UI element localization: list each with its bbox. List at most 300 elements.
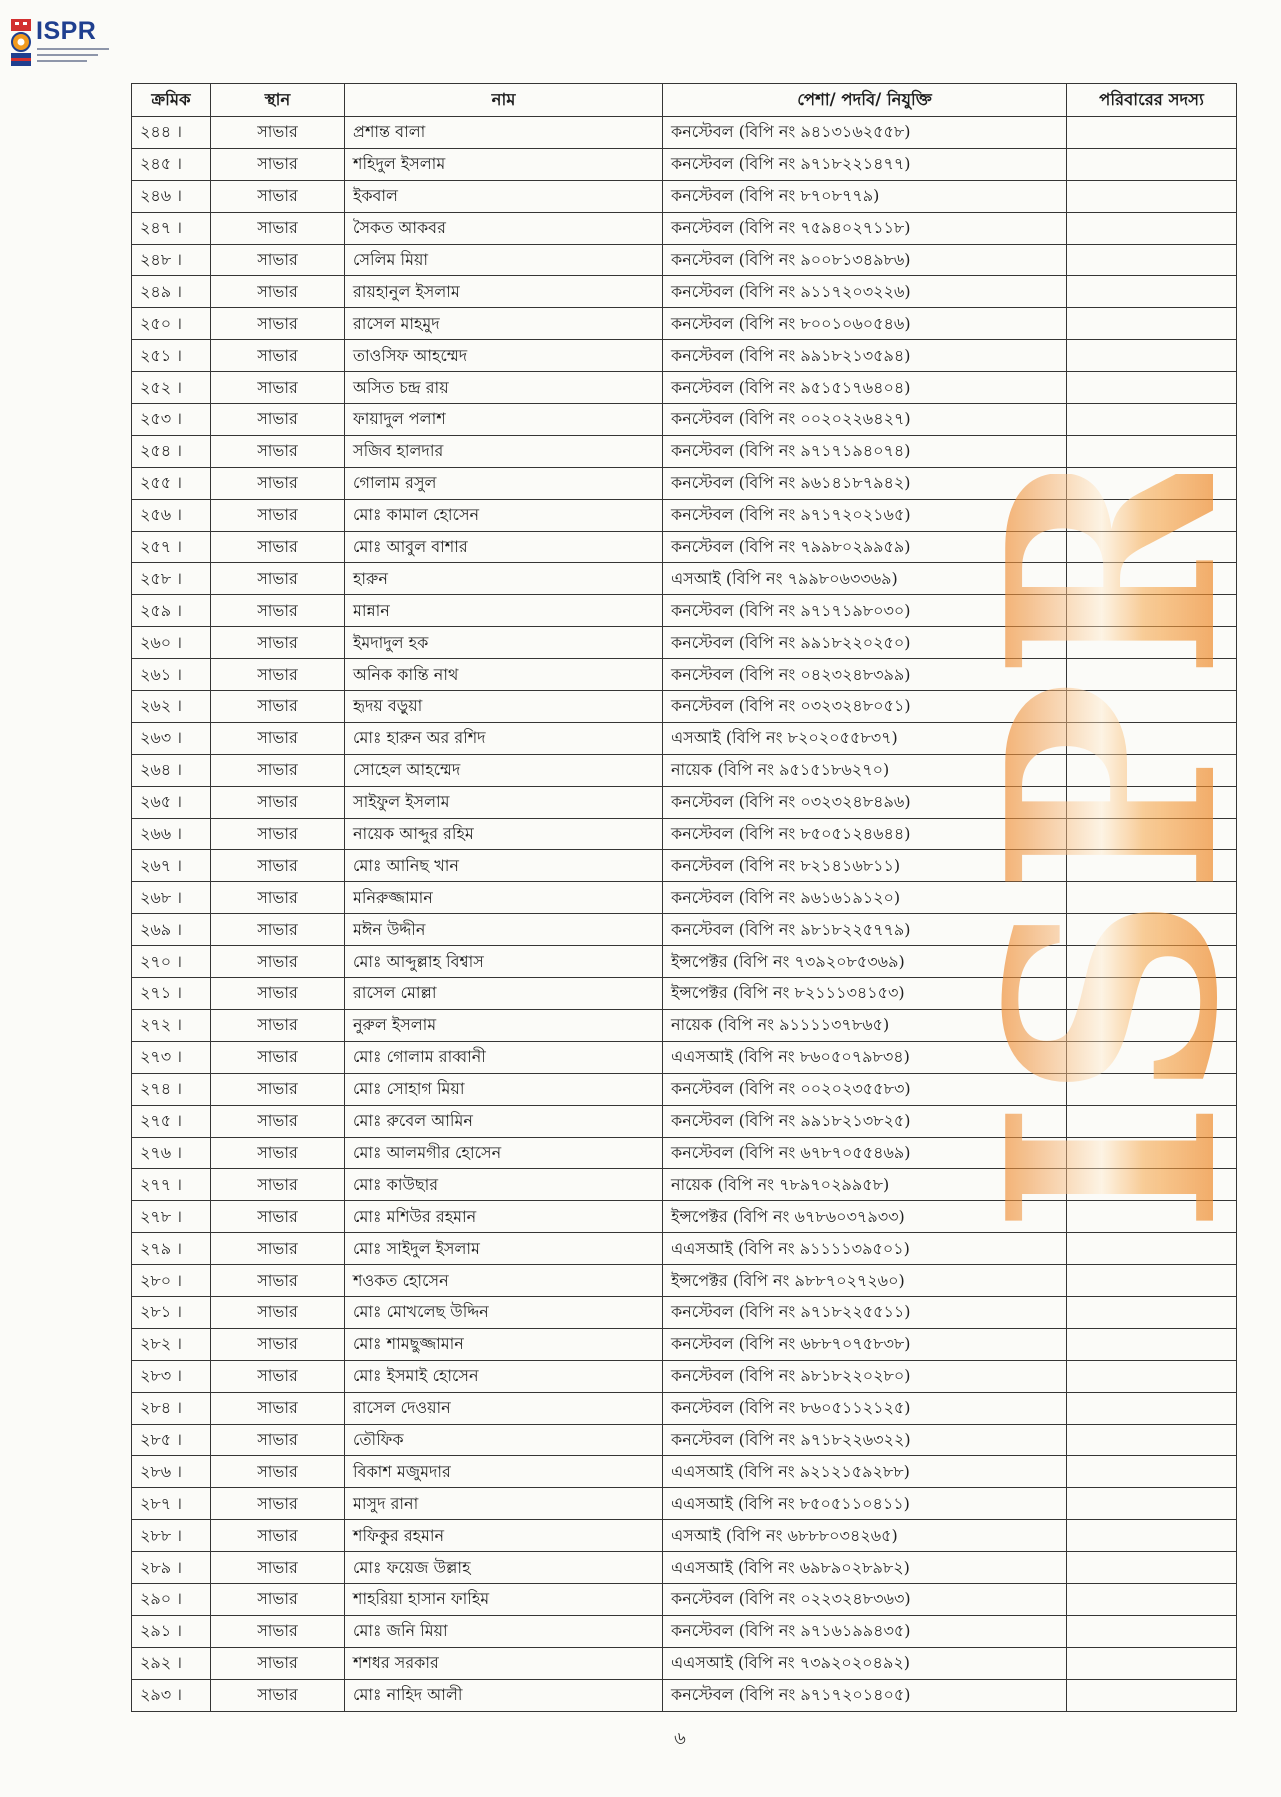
name-cell: অনিক কান্তি নাথ xyxy=(345,659,663,691)
family-members-cell xyxy=(1067,180,1237,212)
family-members-cell xyxy=(1067,212,1237,244)
serial-cell: ২৮৭ । xyxy=(132,1488,211,1520)
designation-cell: এসআই (বিপি নং ৮২০২০৫৫৮৩৭) xyxy=(663,722,1067,754)
place-cell: সাভার xyxy=(211,404,345,436)
personnel-table xyxy=(131,83,1281,1712)
designation-cell: ইন্সপেক্টর (বিপি নং ৮২১১১৩৪১৫৩) xyxy=(663,978,1067,1010)
place-cell: সাভার xyxy=(211,595,345,627)
place-cell: সাভার xyxy=(211,435,345,467)
serial-cell: ২৭৫ । xyxy=(132,1105,211,1137)
name-cell: সোহেল আহম্মেদ xyxy=(345,754,663,786)
table-row xyxy=(132,1201,1237,1233)
family-members-cell xyxy=(1067,1137,1237,1169)
family-members-cell xyxy=(1067,1392,1237,1424)
family-members-cell xyxy=(1067,1679,1237,1711)
designation-cell: কনস্টেবল (বিপি নং ৯৭১৭২০২১৬৫) xyxy=(663,499,1067,531)
designation-cell: নায়েক (বিপি নং ৯৫১৫১৮৬২৭০) xyxy=(663,754,1067,786)
place-cell: সাভার xyxy=(211,499,345,531)
name-cell: শওকত হোসেন xyxy=(345,1265,663,1297)
name-cell: মোঃ জনি মিয়া xyxy=(345,1615,663,1647)
place-cell: সাভার xyxy=(211,659,345,691)
place-cell: সাভার xyxy=(211,340,345,372)
designation-cell: এএসআই (বিপি নং ৯১১১১৩৯৫০১) xyxy=(663,1233,1067,1265)
name-cell: মোঃ শামছুজ্জামান xyxy=(345,1328,663,1360)
place-cell: সাভার xyxy=(211,627,345,659)
serial-cell: ২৮১ । xyxy=(132,1296,211,1328)
serial-cell: ২৮৬ । xyxy=(132,1456,211,1488)
serial-cell: ২৭৬ । xyxy=(132,1137,211,1169)
name-cell: শাহরিয়া হাসান ফাহিম xyxy=(345,1583,663,1615)
serial-cell: ২৫৭ । xyxy=(132,531,211,563)
place-cell: সাভার xyxy=(211,148,345,180)
place-cell: সাভার xyxy=(211,1233,345,1265)
name-cell: মান্নান xyxy=(345,595,663,627)
table-row xyxy=(132,531,1237,563)
table-row xyxy=(132,180,1237,212)
serial-cell: ২৭৪ । xyxy=(132,1073,211,1105)
name-cell: মঈন উদ্দীন xyxy=(345,914,663,946)
table-row xyxy=(132,1456,1237,1488)
serial-cell: ২৬৬ । xyxy=(132,818,211,850)
name-cell: তৌফিক xyxy=(345,1424,663,1456)
name-cell: গোলাম রসুল xyxy=(345,467,663,499)
table-row xyxy=(132,148,1237,180)
table-row xyxy=(132,1073,1237,1105)
table-row xyxy=(132,1552,1237,1584)
place-cell: সাভার xyxy=(211,1169,345,1201)
name-cell: মোঃ আবুল বাশার xyxy=(345,531,663,563)
family-members-cell xyxy=(1067,531,1237,563)
place-cell: সাভার xyxy=(211,180,345,212)
logo-subtitle-lines xyxy=(37,48,109,66)
place-cell: সাভার xyxy=(211,946,345,978)
designation-cell: এএসআই (বিপি নং ৬৯৮৯০২৮৯৮২) xyxy=(663,1552,1067,1584)
place-cell: সাভার xyxy=(211,244,345,276)
place-cell: সাভার xyxy=(211,1201,345,1233)
serial-cell: ২৭৭ । xyxy=(132,1169,211,1201)
serial-cell: ২৬৭ । xyxy=(132,850,211,882)
table-row xyxy=(132,1679,1237,1711)
table-row xyxy=(132,1009,1237,1041)
table-row xyxy=(132,659,1237,691)
place-cell: সাভার xyxy=(211,1424,345,1456)
serial-cell: ২৬২ । xyxy=(132,691,211,723)
designation-cell: কনস্টেবল (বিপি নং ৯৭১৮২২৬৩২২) xyxy=(663,1424,1067,1456)
family-members-cell xyxy=(1067,722,1237,754)
ispr-watermark: ISPR xyxy=(946,443,1281,1234)
designation-cell: কনস্টেবল (বিপি নং ৯৭১৬১৯৯৪৩৫) xyxy=(663,1615,1067,1647)
place-cell: সাভার xyxy=(211,1360,345,1392)
designation-cell: কনস্টেবল (বিপি নং ৯৪১৩১৬২৫৫৮) xyxy=(663,117,1067,149)
serial-cell: ২৭০ । xyxy=(132,946,211,978)
serial-cell: ২৫১ । xyxy=(132,340,211,372)
serial-cell: ২৫০ । xyxy=(132,308,211,340)
name-cell: মাসুদ রানা xyxy=(345,1488,663,1520)
table-row xyxy=(132,244,1237,276)
table-row xyxy=(132,786,1237,818)
family-members-cell xyxy=(1067,1456,1237,1488)
table-row xyxy=(132,1169,1237,1201)
header-name: নাম xyxy=(345,84,663,117)
family-members-cell xyxy=(1067,818,1237,850)
name-cell: নুরুল ইসলাম xyxy=(345,1009,663,1041)
place-cell: সাভার xyxy=(211,467,345,499)
table-row xyxy=(132,212,1237,244)
place-cell: সাভার xyxy=(211,1647,345,1679)
serial-cell: ২৮৪ । xyxy=(132,1392,211,1424)
family-members-cell xyxy=(1067,308,1237,340)
table-row xyxy=(132,1137,1237,1169)
designation-cell: কনস্টেবল (বিপি নং ০৩২৩২৪৮৪৯৬) xyxy=(663,786,1067,818)
table-row xyxy=(132,1488,1237,1520)
name-cell: সৈকত আকবর xyxy=(345,212,663,244)
designation-cell: কনস্টেবল (বিপি নং ৯৭১৭২০১৪০৫) xyxy=(663,1679,1067,1711)
place-cell: সাভার xyxy=(211,914,345,946)
name-cell: মোঃ মোখলেছ উদ্দিন xyxy=(345,1296,663,1328)
table-row xyxy=(132,1265,1237,1297)
name-cell: প্রশান্ত বালা xyxy=(345,117,663,149)
name-cell: সাইফুল ইসলাম xyxy=(345,786,663,818)
designation-cell: এএসআই (বিপি নং ৭৩৯২০২০৪৯২) xyxy=(663,1647,1067,1679)
family-members-cell xyxy=(1067,1073,1237,1105)
name-cell: রাসেল দেওয়ান xyxy=(345,1392,663,1424)
name-cell: মোঃ আব্দুল্লাহ বিশ্বাস xyxy=(345,946,663,978)
family-members-cell xyxy=(1067,1615,1237,1647)
family-members-cell xyxy=(1067,1488,1237,1520)
name-cell: মোঃ হারুন অর রশিদ xyxy=(345,722,663,754)
serial-cell: ২৪৬ । xyxy=(132,180,211,212)
table-row xyxy=(132,1041,1237,1073)
table-body xyxy=(132,117,1281,1712)
table-row xyxy=(132,722,1237,754)
family-members-cell xyxy=(1067,1041,1237,1073)
name-cell: রায়হানুল ইসলাম xyxy=(345,276,663,308)
table-row xyxy=(132,946,1237,978)
serial-cell: ২৭৮ । xyxy=(132,1201,211,1233)
name-cell: শশধর সরকার xyxy=(345,1647,663,1679)
family-members-cell xyxy=(1067,595,1237,627)
family-members-cell xyxy=(1067,946,1237,978)
place-cell: সাভার xyxy=(211,1615,345,1647)
designation-cell: কনস্টেবল (বিপি নং ৮২১৪১৬৮১১) xyxy=(663,850,1067,882)
designation-cell: এএসআই (বিপি নং ৮৫০৫১১০৪১১) xyxy=(663,1488,1067,1520)
logo-text: ISPR xyxy=(36,17,97,45)
name-cell: ইমদাদুল হক xyxy=(345,627,663,659)
serial-cell: ২৫৪ । xyxy=(132,435,211,467)
name-cell: নায়েক আব্দুর রহিম xyxy=(345,818,663,850)
emblem-top-block xyxy=(11,19,31,31)
designation-cell: এসআই (বিপি নং ৭৯৯৮০৬৩৩৬৯) xyxy=(663,563,1067,595)
table-row xyxy=(132,117,1237,149)
table-row xyxy=(132,340,1237,372)
family-members-cell xyxy=(1067,1296,1237,1328)
name-cell: শফিকুর রহমান xyxy=(345,1520,663,1552)
name-cell: মোঃ ইসমাই হোসেন xyxy=(345,1360,663,1392)
place-cell: সাভার xyxy=(211,1520,345,1552)
designation-cell: কনস্টেবল (বিপি নং ৯৫১৫১৭৬৪০৪) xyxy=(663,372,1067,404)
header-place: স্থান xyxy=(211,84,345,117)
name-cell: হৃদয় বড়ুয়া xyxy=(345,691,663,723)
table-row xyxy=(132,914,1237,946)
serial-cell: ২৪৫ । xyxy=(132,148,211,180)
table-row xyxy=(132,850,1237,882)
designation-cell: কনস্টেবল (বিপি নং ৯৯১৮২১৩৮২৫) xyxy=(663,1105,1067,1137)
serial-cell: ২৯০ । xyxy=(132,1583,211,1615)
name-cell: মোঃ গোলাম রাব্বানী xyxy=(345,1041,663,1073)
place-cell: সাভার xyxy=(211,818,345,850)
serial-cell: ২৭৩ । xyxy=(132,1041,211,1073)
designation-cell: এএসআই (বিপি নং ৯২১২১৫৯২৮৮) xyxy=(663,1456,1067,1488)
designation-cell: কনস্টেবল (বিপি নং ৯৭১৮২২১৪৭৭) xyxy=(663,148,1067,180)
serial-cell: ২৯৩ । xyxy=(132,1679,211,1711)
designation-cell: কনস্টেবল (বিপি নং ৭৯৯৮০২৯৯৫৯) xyxy=(663,531,1067,563)
serial-cell: ২৪৪ । xyxy=(132,117,211,149)
serial-cell: ২৪৭ । xyxy=(132,212,211,244)
serial-cell: ২৫৫ । xyxy=(132,467,211,499)
serial-cell: ২৭৯ । xyxy=(132,1233,211,1265)
name-cell: সজিব হালদার xyxy=(345,435,663,467)
table-row xyxy=(132,404,1237,436)
name-cell: ফায়াদুল পলাশ xyxy=(345,404,663,436)
designation-cell: কনস্টেবল (বিপি নং ৯৭১৭১৯৮০৩০) xyxy=(663,595,1067,627)
table-row xyxy=(132,467,1237,499)
designation-cell: কনস্টেবল (বিপি নং ৯৯১৮২১৩৫৯৪) xyxy=(663,340,1067,372)
table-row xyxy=(132,882,1237,914)
table-row xyxy=(132,978,1237,1010)
name-cell: শহিদুল ইসলাম xyxy=(345,148,663,180)
serial-cell: ২৮০ । xyxy=(132,1265,211,1297)
table-row xyxy=(132,499,1237,531)
serial-cell: ২৮২ । xyxy=(132,1328,211,1360)
table-row xyxy=(132,563,1237,595)
place-cell: সাভার xyxy=(211,117,345,149)
place-cell: সাভার xyxy=(211,531,345,563)
family-members-cell xyxy=(1067,340,1237,372)
designation-cell: ইন্সপেক্টর (বিপি নং ৯৮৮৭০২৭২৬০) xyxy=(663,1265,1067,1297)
designation-cell: কনস্টেবল (বিপি নং ৯০০৮১৩৪৯৮৬) xyxy=(663,244,1067,276)
name-cell: মোঃ ফয়েজ উল্লাহ xyxy=(345,1552,663,1584)
family-members-cell xyxy=(1067,467,1237,499)
family-members-cell xyxy=(1067,563,1237,595)
table-row xyxy=(132,754,1237,786)
family-members-cell xyxy=(1067,1360,1237,1392)
table-row xyxy=(132,1392,1237,1424)
designation-cell: এএসআই (বিপি নং ৮৬০৫০৭৯৮৩৪) xyxy=(663,1041,1067,1073)
serial-cell: ২৮৮ । xyxy=(132,1520,211,1552)
family-members-cell xyxy=(1067,435,1237,467)
table-row xyxy=(132,595,1237,627)
table-row xyxy=(132,435,1237,467)
serial-cell: ২৬১ । xyxy=(132,659,211,691)
header-family-members: পরিবারের সদস্য xyxy=(1067,84,1237,117)
place-cell: সাভার xyxy=(211,882,345,914)
place-cell: সাভার xyxy=(211,1265,345,1297)
family-members-cell xyxy=(1067,1647,1237,1679)
place-cell: সাভার xyxy=(211,691,345,723)
place-cell: সাভার xyxy=(211,1137,345,1169)
family-members-cell xyxy=(1067,786,1237,818)
designation-cell: কনস্টেবল (বিপি নং ৯৬১৪১৮৭৯৪২) xyxy=(663,467,1067,499)
designation-cell: কনস্টেবল (বিপি নং ০৩২৩২৪৮০৫১) xyxy=(663,691,1067,723)
designation-cell: কনস্টেবল (বিপি নং ৬৮৮৭০৭৫৮৩৮) xyxy=(663,1328,1067,1360)
serial-cell: ২৫২ । xyxy=(132,372,211,404)
place-cell: সাভার xyxy=(211,1296,345,1328)
family-members-cell xyxy=(1067,659,1237,691)
family-members-cell xyxy=(1067,882,1237,914)
family-members-cell xyxy=(1067,1328,1237,1360)
place-cell: সাভার xyxy=(211,212,345,244)
table-row xyxy=(132,372,1237,404)
header-designation: পেশা/ পদবি/ নিযুক্তি xyxy=(663,84,1067,117)
header-serial: ক্রমিক xyxy=(132,84,211,117)
designation-cell: কনস্টেবল (বিপি নং ০০২০২২৬৪২৭) xyxy=(663,404,1067,436)
family-members-cell xyxy=(1067,1520,1237,1552)
designation-cell: কনস্টেবল (বিপি নং ০৪২৩২৪৮৩৯৯) xyxy=(663,659,1067,691)
family-members-cell xyxy=(1067,754,1237,786)
family-members-cell xyxy=(1067,627,1237,659)
serial-cell: ২৪৯ । xyxy=(132,276,211,308)
place-cell: সাভার xyxy=(211,754,345,786)
name-cell: ইকবাল xyxy=(345,180,663,212)
name-cell: বিকাশ মজুমদার xyxy=(345,1456,663,1488)
name-cell: রাসেল মাহমুদ xyxy=(345,308,663,340)
place-cell: সাভার xyxy=(211,1392,345,1424)
place-cell: সাভার xyxy=(211,1105,345,1137)
family-members-cell xyxy=(1067,978,1237,1010)
serial-cell: ২৪৮ । xyxy=(132,244,211,276)
place-cell: সাভার xyxy=(211,563,345,595)
serial-cell: ২৫৩ । xyxy=(132,404,211,436)
table-row xyxy=(132,1233,1237,1265)
designation-cell: এসআই (বিপি নং ৬৮৮৮০৩৪২৬৫) xyxy=(663,1520,1067,1552)
family-members-cell xyxy=(1067,850,1237,882)
serial-cell: ২৮৫ । xyxy=(132,1424,211,1456)
table-row xyxy=(132,1520,1237,1552)
designation-cell: কনস্টেবল (বিপি নং ০২২৩২৪৮৩৬৩) xyxy=(663,1583,1067,1615)
serial-cell: ২৫৯ । xyxy=(132,595,211,627)
name-cell: হারুন xyxy=(345,563,663,595)
serial-cell: ২৬০ । xyxy=(132,627,211,659)
serial-cell: ২৭২ । xyxy=(132,1009,211,1041)
designation-cell: কনস্টেবল (বিপি নং ৯৮১৮২২৫৭৭৯) xyxy=(663,914,1067,946)
name-cell: মনিরুজ্জামান xyxy=(345,882,663,914)
family-members-cell xyxy=(1067,1583,1237,1615)
family-members-cell xyxy=(1067,148,1237,180)
ispr-emblem-icon xyxy=(8,19,34,67)
designation-cell: কনস্টেবল (বিপি নং ৮৫০৫১২৪৬৪৪) xyxy=(663,818,1067,850)
family-members-cell xyxy=(1067,914,1237,946)
name-cell: মোঃ আলমগীর হোসেন xyxy=(345,1137,663,1169)
place-cell: সাভার xyxy=(211,1009,345,1041)
serial-cell: ২৬৪ । xyxy=(132,754,211,786)
family-members-cell xyxy=(1067,404,1237,436)
place-cell: সাভার xyxy=(211,1328,345,1360)
name-cell: সেলিম মিয়া xyxy=(345,244,663,276)
family-members-cell xyxy=(1067,691,1237,723)
name-cell: মোঃ সোহাগ মিয়া xyxy=(345,1073,663,1105)
designation-cell: কনস্টেবল (বিপি নং ৯৭১৭১৯৪০৭৪) xyxy=(663,435,1067,467)
name-cell: অসিত চন্দ্র রায় xyxy=(345,372,663,404)
name-cell: মোঃ রুবেল আমিন xyxy=(345,1105,663,1137)
place-cell: সাভার xyxy=(211,1552,345,1584)
serial-cell: ২৭১ । xyxy=(132,978,211,1010)
name-cell: মোঃ নাহিদ আলী xyxy=(345,1679,663,1711)
serial-cell: ২৮৯ । xyxy=(132,1552,211,1584)
place-cell: সাভার xyxy=(211,1583,345,1615)
designation-cell: নায়েক (বিপি নং ৯১১১১৩৭৮৬৫) xyxy=(663,1009,1067,1041)
place-cell: সাভার xyxy=(211,1488,345,1520)
place-cell: সাভার xyxy=(211,1041,345,1073)
ispr-logo xyxy=(8,18,110,68)
serial-cell: ২৬৮ । xyxy=(132,882,211,914)
designation-cell: ইন্সপেক্টর (বিপি নং ৬৭৮৬০৩৭৯৩৩) xyxy=(663,1201,1067,1233)
place-cell: সাভার xyxy=(211,722,345,754)
family-members-cell xyxy=(1067,1233,1237,1265)
table-row xyxy=(132,1583,1237,1615)
designation-cell: কনস্টেবল (বিপি নং ৮৬০৫১১২১২৫) xyxy=(663,1392,1067,1424)
name-cell: তাওসিফ আহম্মেদ xyxy=(345,340,663,372)
family-members-cell xyxy=(1067,1169,1237,1201)
designation-cell: ইন্সপেক্টর (বিপি নং ৭৩৯২০৮৫৩৬৯) xyxy=(663,946,1067,978)
place-cell: সাভার xyxy=(211,276,345,308)
family-members-cell xyxy=(1067,1201,1237,1233)
table-row xyxy=(132,308,1237,340)
place-cell: সাভার xyxy=(211,308,345,340)
designation-cell: নায়েক (বিপি নং ৭৮৯৭০২৯৯৫৮) xyxy=(663,1169,1067,1201)
name-cell: মোঃ মশিউর রহমান xyxy=(345,1201,663,1233)
table-row xyxy=(132,1105,1237,1137)
table-header-row xyxy=(132,84,1237,117)
serial-cell: ২৯১ । xyxy=(132,1615,211,1647)
family-members-cell xyxy=(1067,1424,1237,1456)
table-row xyxy=(132,818,1237,850)
family-members-cell xyxy=(1067,1009,1237,1041)
place-cell: সাভার xyxy=(211,786,345,818)
serial-cell: ২৫৬ । xyxy=(132,499,211,531)
table-row xyxy=(132,1328,1237,1360)
designation-cell: কনস্টেবল (বিপি নং ৮৭০৮৭৭৯) xyxy=(663,180,1067,212)
name-cell: মোঃ সাইদুল ইসলাম xyxy=(345,1233,663,1265)
table-row xyxy=(132,1360,1237,1392)
page-number: ৬ xyxy=(674,1728,686,1749)
family-members-cell xyxy=(1067,1265,1237,1297)
serial-cell: ২৬৫ । xyxy=(132,786,211,818)
family-members-cell xyxy=(1067,499,1237,531)
designation-cell: কনস্টেবল (বিপি নং ৯৭১৮২২৫৫১১) xyxy=(663,1296,1067,1328)
place-cell: সাভার xyxy=(211,372,345,404)
table-row xyxy=(132,691,1237,723)
designation-cell: কনস্টেবল (বিপি নং ৬৭৮৭০৫৫৪৬৯) xyxy=(663,1137,1067,1169)
serial-cell: ২৬৩ । xyxy=(132,722,211,754)
serial-cell: ২৫৮ । xyxy=(132,563,211,595)
family-members-cell xyxy=(1067,117,1237,149)
table-row xyxy=(132,1615,1237,1647)
name-cell: মোঃ আনিছ খান xyxy=(345,850,663,882)
designation-cell: কনস্টেবল (বিপি নং ৭৫৯৪০২৭১১৮) xyxy=(663,212,1067,244)
family-members-cell xyxy=(1067,372,1237,404)
name-cell: মোঃ কামাল হোসেন xyxy=(345,499,663,531)
designation-cell: কনস্টেবল (বিপি নং ০০২০২৩৫৫৮৩) xyxy=(663,1073,1067,1105)
serial-cell: ২৬৯ । xyxy=(132,914,211,946)
table-row xyxy=(132,1296,1237,1328)
serial-cell: ২৮৩ । xyxy=(132,1360,211,1392)
designation-cell: কনস্টেবল (বিপি নং ৯১১৭২০৩২২৬) xyxy=(663,276,1067,308)
designation-cell: কনস্টেবল (বিপি নং ৯৬১৬১৯১২০) xyxy=(663,882,1067,914)
place-cell: সাভার xyxy=(211,1073,345,1105)
name-cell: রাসেল মোল্লা xyxy=(345,978,663,1010)
family-members-cell xyxy=(1067,244,1237,276)
serial-cell: ২৯২ । xyxy=(132,1647,211,1679)
